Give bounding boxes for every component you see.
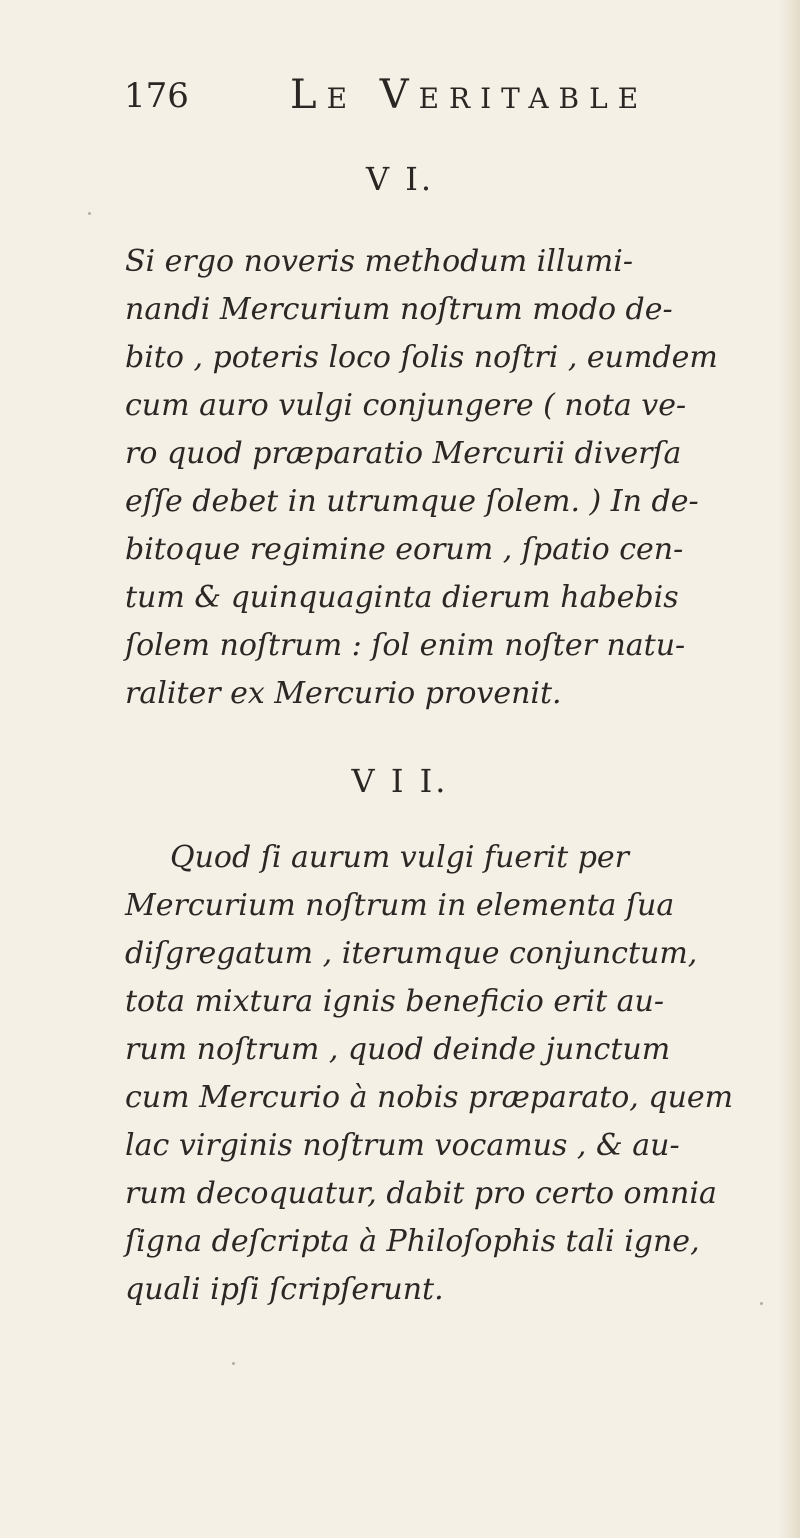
page-number: 176 [124, 76, 189, 116]
section-heading-vii: V I I. [351, 762, 449, 800]
text-line: bitoque regimine eorum , ſpatio cen- [125, 532, 684, 567]
text-line: Si ergo noveris methodum illumi- [125, 244, 633, 279]
text-line: nandi Mercurium noſtrum modo de- [125, 292, 673, 327]
text-line: ſolem noſtrum : ſol enim noſter natu- [125, 628, 686, 663]
text-line: Quod ſi aurum vulgi fuerit per [170, 840, 630, 875]
paper-speck [88, 212, 91, 215]
text-line: bito , poteris loco ſolis noſtri , eumdem [125, 340, 718, 375]
section-vii-text [125, 834, 785, 1314]
text-line: cum auro vulgi conjungere ( nota ve- [125, 388, 687, 423]
text-line: lac virginis noſtrum vocamus , & au- [125, 1128, 680, 1163]
section-heading-vi: V I. [365, 160, 435, 198]
text-line: quali ipſi ſcripſerunt. [125, 1272, 444, 1307]
text-line: Mercurium noſtrum in elementa ſua [125, 888, 675, 923]
text-line: ro quod præparatio Mercurii diverſa [125, 436, 682, 471]
page-header [0, 70, 800, 120]
paper-speck [760, 1302, 763, 1305]
text-line: ſigna deſcripta à Philoſophis tali igne, [125, 1224, 700, 1259]
text-line: tum & quinquaginta dierum habebis [125, 580, 679, 615]
text-line: eſſe debet in utrumque ſolem. ) In de- [125, 484, 699, 519]
text-line: tota mixtura ignis beneficio erit au- [125, 984, 665, 1019]
text-line: raliter ex Mercurio provenit. [125, 676, 562, 711]
text-line: cum Mercurio à nobis præparato, quem [125, 1080, 734, 1115]
running-title: Le Veritable [290, 72, 649, 118]
section-vi-text [125, 238, 785, 718]
text-line: diſgregatum , iterumque conjunctum, [125, 936, 698, 971]
text-line: rum decoquatur, dabit pro certo omnia [125, 1176, 717, 1211]
text-line: rum noſtrum , quod deinde junctum [125, 1032, 671, 1067]
paper-speck [232, 1362, 235, 1365]
